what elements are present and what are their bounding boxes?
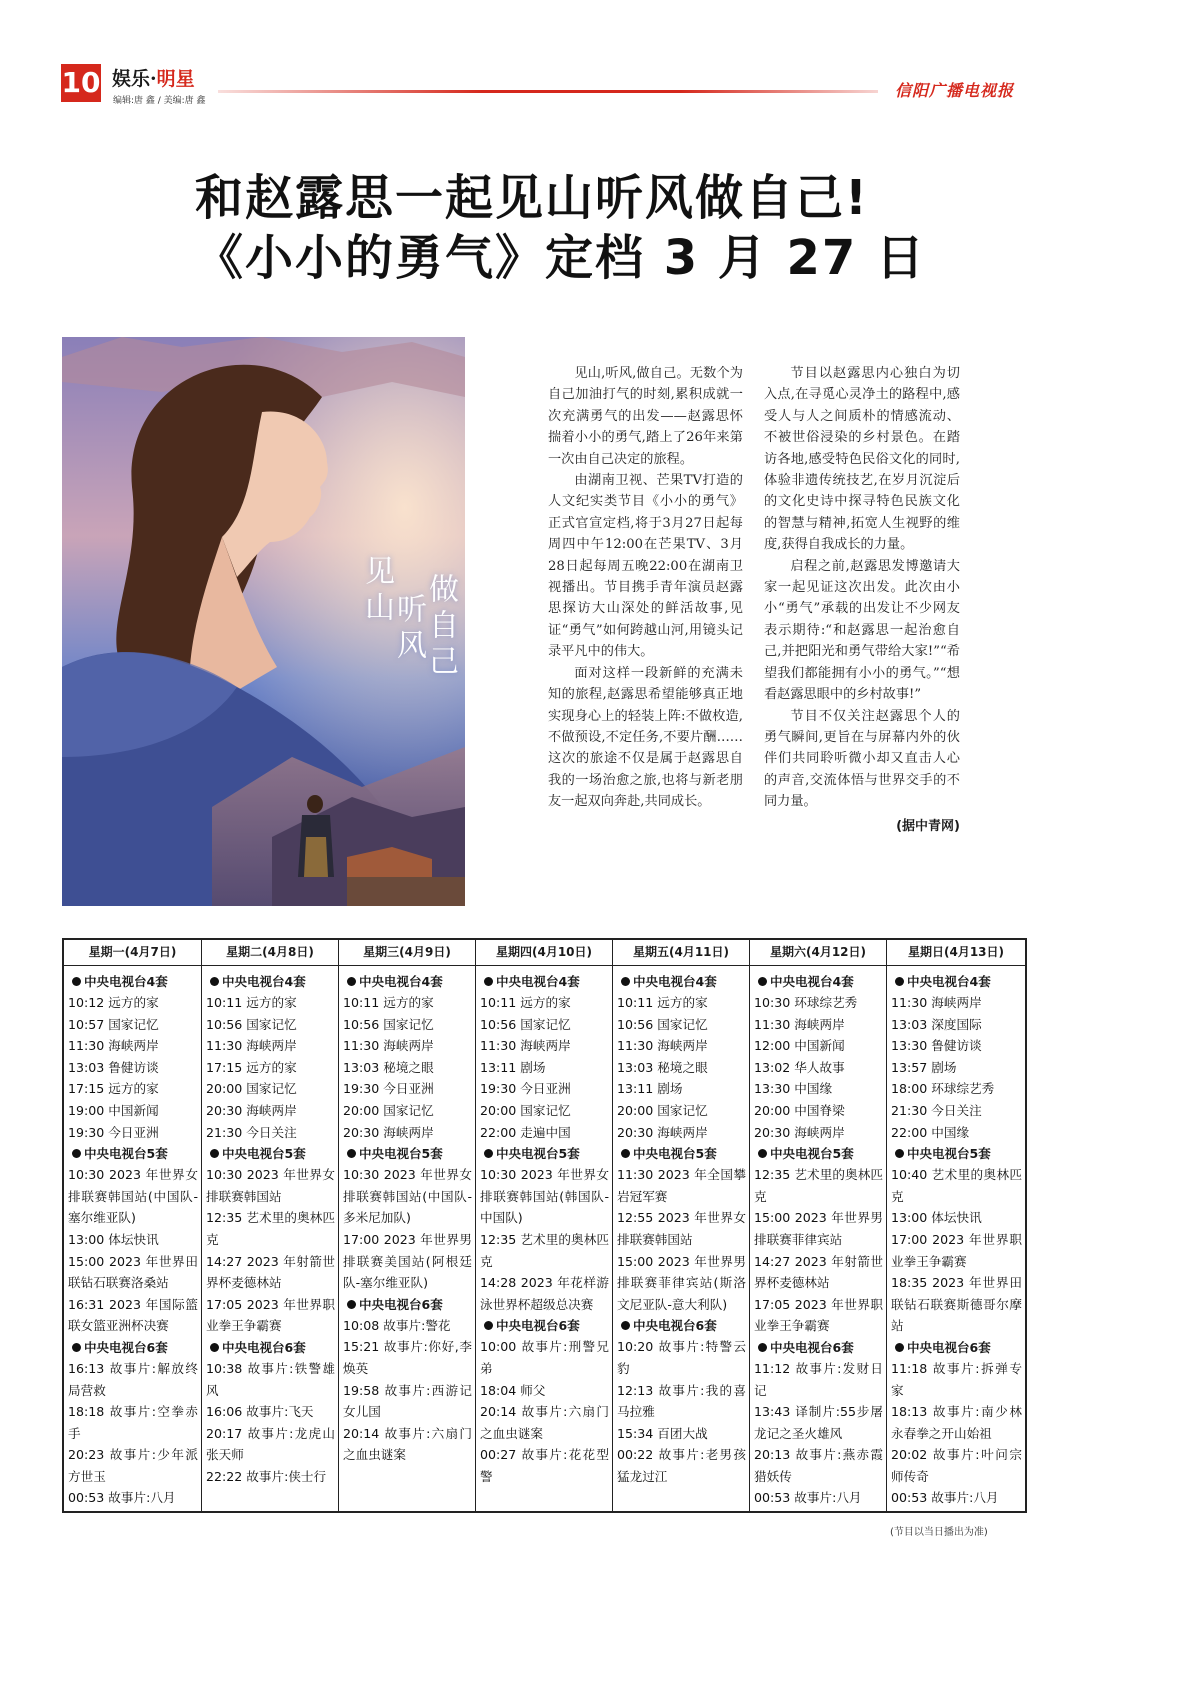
- program-entry: 19:00 中国新闻: [68, 1102, 159, 1118]
- channel-name: 中央电视台5套: [496, 1146, 580, 1162]
- program-entry: 20:30 海峡两岸: [206, 1102, 297, 1118]
- program-entry: 10:20 故事片:特警云豹: [617, 1339, 746, 1376]
- program-entry: 13:30 中国缘: [754, 1081, 833, 1097]
- program-entry: 13:03 鲁健访谈: [68, 1059, 159, 1075]
- program-entry: 21:30 今日关注: [891, 1102, 982, 1118]
- program-entry: 20:14 故事片:六扇门之血虫谜案: [480, 1404, 609, 1441]
- poster-caption-1: 见山: [359, 555, 394, 627]
- program-entry: 10:38 故事片:铁警雄风: [206, 1360, 335, 1398]
- channel-heading: [891, 971, 1022, 992]
- channel-heading: [206, 1143, 335, 1164]
- program-entry: 19:58 故事片:西游记女儿国: [343, 1382, 472, 1420]
- program-entry: 22:00 中国缘: [891, 1124, 970, 1140]
- program-entry: 20:14 故事片:六扇门之血虫谜案: [343, 1425, 472, 1463]
- bullet-icon: [895, 977, 904, 986]
- program-entry: 15:00 2023 年世界田联钻石联赛洛桑站: [68, 1253, 198, 1291]
- program-entry: 17:05 2023 年世界职业拳王争霸赛: [754, 1296, 883, 1334]
- section-highlight: 明星: [156, 68, 195, 90]
- program-entry: 12:35 艺术里的奥林匹克: [206, 1210, 335, 1247]
- header-divider: [218, 90, 878, 93]
- schedule-day-column: [750, 940, 887, 1511]
- schedule-day-header: 星期一(4月7日): [64, 940, 201, 966]
- schedule-day-body: [476, 966, 612, 1487]
- channel-name: 中央电视台4套: [222, 974, 306, 989]
- program-entry: 11:18 故事片:拆弹专家: [891, 1360, 1022, 1398]
- bullet-icon: [484, 1321, 493, 1330]
- program-entry: 20:17 故事片:龙虎山张天师: [206, 1425, 335, 1463]
- schedule-day-body: [887, 966, 1025, 1509]
- program-entry: 17:00 2023 年世界男排联赛美国站(阿根廷队-塞尔维亚队): [343, 1231, 472, 1291]
- channel-name: 中央电视台5套: [907, 1146, 991, 1162]
- headline: [195, 168, 955, 288]
- channel-name: 中央电视台4套: [907, 974, 991, 989]
- channel-heading: [343, 971, 472, 992]
- program-entry: 10:57 国家记忆: [68, 1016, 159, 1032]
- program-entry: 13:00 体坛快讯: [68, 1231, 159, 1247]
- program-entry: 11:30 海峡两岸: [891, 995, 982, 1010]
- bullet-icon: [895, 1149, 904, 1158]
- poster-caption-2: 听风: [391, 593, 426, 665]
- program-entry: 10:12 远方的家: [68, 995, 159, 1010]
- schedule-day-header: 星期五(4月11日): [613, 940, 749, 966]
- program-entry: 10:56 国家记忆: [480, 1016, 571, 1032]
- program-entry: 14:27 2023 年射箭世界杯麦德林站: [206, 1253, 335, 1291]
- channel-heading: [754, 971, 883, 992]
- program-entry: 19:30 今日亚洲: [68, 1124, 159, 1140]
- program-entry: 13:11 剧场: [617, 1081, 683, 1097]
- program-entry: 10:11 远方的家: [480, 995, 571, 1010]
- editor-credits: 编辑:唐 鑫 / 美编:唐 鑫: [113, 96, 206, 106]
- section-title: [112, 64, 195, 91]
- schedule-day-column: [202, 940, 339, 1511]
- channel-heading: [754, 1337, 883, 1358]
- program-entry: 20:23 故事片:少年派方世玉: [68, 1447, 198, 1484]
- program-entry: 10:00 故事片:刑警兄弟: [480, 1339, 609, 1376]
- channel-heading: [617, 1315, 746, 1336]
- schedule-day-header: 星期六(4月12日): [750, 940, 886, 966]
- channel-heading: [891, 1337, 1022, 1358]
- program-entry: 13:03 秘境之眼: [617, 1059, 708, 1075]
- program-entry: 11:30 海峡两岸: [754, 1016, 845, 1032]
- program-entry: 19:30 今日亚洲: [343, 1081, 434, 1097]
- program-entry: 10:30 2023 年世界女排联赛韩国站(中国队-塞尔维亚队): [68, 1167, 198, 1226]
- schedule-day-column: [64, 940, 202, 1511]
- channel-heading: [480, 1315, 609, 1336]
- channel-heading: [343, 1143, 472, 1164]
- schedule-day-column: [476, 940, 613, 1511]
- newspaper-name: 信阳广播电视报: [895, 81, 1015, 100]
- schedule-day-header: 星期四(4月10日): [476, 940, 612, 966]
- program-entry: 12:55 2023 年世界女排联赛韩国站: [617, 1210, 746, 1247]
- program-entry: 13:30 鲁健访谈: [891, 1038, 982, 1054]
- program-entry: 18:35 2023 年世界田联钻石联赛斯德哥尔摩站: [891, 1275, 1022, 1334]
- channel-heading: [754, 1143, 883, 1164]
- program-entry: 16:31 2023 年国际篮联女篮亚洲杯决赛: [68, 1296, 198, 1334]
- channel-name: 中央电视台5套: [359, 1146, 443, 1162]
- program-entry: 18:04 师父: [480, 1382, 546, 1398]
- bullet-icon: [210, 1149, 219, 1158]
- channel-name: 中央电视台6套: [359, 1296, 443, 1312]
- program-entry: 00:53 故事片:八月: [891, 1490, 999, 1506]
- channel-heading: [617, 971, 746, 992]
- schedule-day-body: [202, 966, 338, 1487]
- bullet-icon: [210, 1343, 219, 1352]
- page-header: [0, 0, 1200, 120]
- article-paragraph: 节目不仅关注赵露思个人的勇气瞬间,更旨在与屏幕内外的伙伴们共同聆听微小却又直击人心的声音,交流体悟与世界交手的不同力量。: [764, 708, 960, 810]
- article-paragraph: 面对这样一段新鲜的充满未知的旅程,赵露思希望能够真正地实现身心上的轻装上阵:不做枚造,不做预设,不定任务,不要片酬……这次的旅途不仅是属于赵露思自我的一场治愈之旅,也将与新老朋友一起双向奔赴,共同成长。: [548, 665, 743, 810]
- channel-name: 中央电视台4套: [633, 974, 717, 989]
- article-paragraph: 启程之前,赵露思发博邀请大家一起见证这次出发。此次由小小“勇气”承载的出发让不少网友表示期待:“和赵露思一起治愈自己,并把阳光和勇气带给大家!”“希望我们都能拥有小小的勇气。”“想看赵露思眼中的乡村故事!”: [764, 558, 960, 703]
- channel-name: 中央电视台5套: [222, 1146, 306, 1162]
- program-entry: 18:13 故事片:南少林永春拳之开山始祖: [891, 1404, 1022, 1441]
- program-entry: 20:02 故事片:叶问宗师传奇: [891, 1447, 1022, 1484]
- program-entry: 11:30 海峡两岸: [480, 1038, 571, 1054]
- schedule-day-body: [750, 966, 886, 1509]
- channel-name: 中央电视台6套: [907, 1339, 991, 1355]
- bullet-icon: [621, 977, 630, 986]
- program-entry: 20:00 国家记忆: [480, 1102, 571, 1118]
- schedule-day-header: 星期日(4月13日): [887, 940, 1025, 966]
- channel-name: 中央电视台4套: [359, 974, 443, 989]
- program-entry: 20:00 国家记忆: [343, 1102, 434, 1118]
- bullet-icon: [72, 1149, 81, 1158]
- bullet-icon: [347, 1149, 356, 1158]
- program-entry: 10:56 国家记忆: [617, 1016, 708, 1032]
- program-entry: 13:00 体坛快讯: [891, 1210, 982, 1226]
- program-entry: 19:30 今日亚洲: [480, 1081, 571, 1097]
- article-column-2: [764, 363, 960, 834]
- program-entry: 16:06 故事片:飞天: [206, 1404, 314, 1420]
- schedule-note: (节目以当日播出为准): [890, 1527, 988, 1538]
- channel-heading: [891, 1143, 1022, 1164]
- program-entry: 17:15 远方的家: [68, 1081, 159, 1097]
- program-entry: 20:30 海峡两岸: [343, 1124, 434, 1140]
- channel-heading: [343, 1294, 472, 1315]
- program-entry: 15:34 百团大战: [617, 1425, 708, 1441]
- tv-schedule-table: [62, 938, 1027, 1513]
- program-entry: 10:30 2023 年世界女排联赛韩国站(韩国队-中国队): [480, 1167, 609, 1226]
- channel-heading: [206, 1337, 335, 1358]
- channel-name: 中央电视台4套: [496, 974, 580, 989]
- bullet-icon: [72, 977, 81, 986]
- bullet-icon: [484, 977, 493, 986]
- headline-line-1: 和赵露思一起见山听风做自己!: [195, 170, 869, 226]
- program-entry: 13:03 秘境之眼: [343, 1059, 434, 1075]
- program-entry: 20:13 故事片:燕赤霞猎妖传: [754, 1447, 883, 1484]
- program-entry: 00:53 故事片:八月: [754, 1490, 862, 1506]
- schedule-day-body: [64, 966, 201, 1509]
- program-entry: 22:22 故事片:侠士行: [206, 1468, 327, 1484]
- program-entry: 12:35 艺术里的奥林匹克: [480, 1231, 609, 1269]
- program-entry: 20:00 国家记忆: [206, 1081, 297, 1097]
- channel-heading: [617, 1143, 746, 1164]
- channel-heading: [206, 971, 335, 992]
- program-entry: 14:28 2023 年花样游泳世界杯超级总决赛: [480, 1275, 609, 1312]
- program-entry: 11:30 2023 年全国攀岩冠军赛: [617, 1167, 746, 1204]
- article-paragraph: 见山,听风,做自己。无数个为自己加油打气的时刻,累积成就一次充满勇气的出发——赵露思怀揣着小小的勇气,踏上了26年来第一次由自己决定的旅程。: [548, 366, 743, 467]
- channel-name: 中央电视台6套: [84, 1339, 168, 1355]
- program-entry: 12:13 故事片:我的喜马拉雅: [617, 1382, 746, 1420]
- channel-name: 中央电视台6套: [496, 1318, 580, 1334]
- section-name: 娱乐: [112, 68, 151, 90]
- channel-name: 中央电视台4套: [84, 974, 168, 989]
- program-entry: 14:27 2023 年射箭世界杯麦德林站: [754, 1253, 883, 1291]
- bullet-icon: [758, 1149, 767, 1158]
- program-entry: 11:30 海峡两岸: [68, 1038, 159, 1054]
- channel-heading: [480, 971, 609, 992]
- schedule-day-column: [887, 940, 1025, 1511]
- program-entry: 15:00 2023 年世界男排联赛菲律宾站: [754, 1210, 883, 1247]
- program-entry: 11:30 海峡两岸: [617, 1038, 708, 1054]
- program-entry: 13:03 深度国际: [891, 1016, 982, 1032]
- channel-name: 中央电视台5套: [84, 1146, 168, 1162]
- channel-name: 中央电视台6套: [770, 1339, 854, 1355]
- channel-name: 中央电视台5套: [633, 1146, 717, 1162]
- program-entry: 10:11 远方的家: [206, 995, 297, 1010]
- channel-heading: [68, 1337, 198, 1358]
- show-poster: [62, 337, 465, 906]
- channel-name: 中央电视台5套: [770, 1146, 854, 1162]
- bullet-icon: [621, 1321, 630, 1330]
- program-entry: 11:30 海峡两岸: [343, 1038, 434, 1054]
- article-paragraph: 由湖南卫视、芒果TV打造的人文纪实类节目《小小的勇气》正式官宣定档,将于3月27日起每周四中午12:00在芒果TV、3月28日起每周五晚22:00在湖南卫视播出。节目携手青年演员赵露思探访大山深处的鲜活故事,见证“勇气”如何跨越山河,用镜头记录平凡中的伟大。: [548, 473, 743, 660]
- article-column-1: [548, 363, 743, 813]
- poster-caption: [352, 547, 462, 727]
- program-entry: 12:00 中国新闻: [754, 1038, 845, 1054]
- program-entry: 13:43 译制片:55步屠龙记之圣火雄风: [754, 1404, 883, 1441]
- program-entry: 10:40 艺术里的奥林匹克: [891, 1167, 1022, 1204]
- program-entry: 17:00 2023 年世界职业拳王争霸赛: [891, 1231, 1022, 1269]
- bullet-icon: [347, 977, 356, 986]
- channel-name: 中央电视台6套: [633, 1318, 717, 1334]
- schedule-day-column: [339, 940, 476, 1511]
- bullet-icon: [484, 1149, 493, 1158]
- program-entry: 10:11 远方的家: [617, 995, 708, 1010]
- program-entry: 22:00 走遍中国: [480, 1124, 571, 1140]
- bullet-icon: [758, 977, 767, 986]
- schedule-day-header: 星期二(4月8日): [202, 940, 338, 966]
- program-entry: 15:00 2023 年世界男排联赛菲律宾站(斯洛文尼亚队-意大利队): [617, 1253, 746, 1312]
- bullet-icon: [758, 1343, 767, 1352]
- article-source: (据中青网): [896, 818, 960, 834]
- program-entry: 20:30 海峡两岸: [754, 1124, 845, 1140]
- channel-name: 中央电视台6套: [222, 1339, 306, 1355]
- program-entry: 20:30 海峡两岸: [617, 1124, 708, 1140]
- program-entry: 10:30 2023 年世界女排联赛韩国站: [206, 1167, 335, 1204]
- channel-heading: [68, 971, 198, 992]
- program-entry: 10:08 故事片:警花: [343, 1317, 451, 1333]
- program-entry: 00:22 故事片:老男孩猛龙过江: [617, 1447, 746, 1484]
- bullet-icon: [72, 1343, 81, 1352]
- program-entry: 20:00 国家记忆: [617, 1102, 708, 1118]
- program-entry: 15:21 故事片:你好,李焕英: [343, 1339, 472, 1376]
- program-entry: 13:11 剧场: [480, 1059, 546, 1075]
- program-entry: 11:12 故事片:发财日记: [754, 1360, 883, 1398]
- program-entry: 21:30 今日关注: [206, 1124, 297, 1140]
- program-entry: 18:18 故事片:空拳赤手: [68, 1404, 198, 1441]
- program-entry: 10:30 2023 年世界女排联赛韩国站(中国队-多米尼加队): [343, 1167, 472, 1226]
- program-entry: 13:02 华人故事: [754, 1059, 845, 1075]
- program-entry: 13:57 剧场: [891, 1059, 957, 1075]
- program-entry: 10:30 环球综艺秀: [754, 995, 858, 1010]
- bullet-icon: [621, 1149, 630, 1158]
- program-entry: 11:30 海峡两岸: [206, 1038, 297, 1054]
- channel-name: 中央电视台4套: [770, 974, 854, 989]
- program-entry: 20:00 中国脊梁: [754, 1102, 845, 1118]
- schedule-day-body: [613, 966, 749, 1487]
- program-entry: 10:56 国家记忆: [343, 1016, 434, 1032]
- schedule-day-body: [339, 966, 475, 1466]
- program-entry: 00:27 故事片:花花型警: [480, 1447, 609, 1484]
- channel-heading: [480, 1143, 609, 1164]
- program-entry: 00:53 故事片:八月: [68, 1490, 176, 1506]
- bullet-icon: [210, 977, 219, 986]
- program-entry: 17:15 远方的家: [206, 1059, 297, 1075]
- poster-caption-3: 做自己: [423, 573, 458, 681]
- page-number: 10: [61, 64, 101, 102]
- program-entry: 10:56 国家记忆: [206, 1016, 297, 1032]
- program-entry: 17:05 2023 年世界职业拳王争霸赛: [206, 1296, 335, 1334]
- schedule-day-header: 星期三(4月9日): [339, 940, 475, 966]
- bullet-icon: [895, 1343, 904, 1352]
- program-entry: 18:00 环球综艺秀: [891, 1081, 995, 1097]
- schedule-day-column: [613, 940, 750, 1511]
- section-separator: ·: [150, 68, 157, 90]
- program-entry: 16:13 故事片:解放终局营救: [68, 1360, 198, 1398]
- program-entry: 10:11 远方的家: [343, 995, 434, 1010]
- channel-heading: [68, 1143, 198, 1164]
- headline-line-2: 《小小的勇气》定档 3 月 27 日: [195, 230, 927, 286]
- program-entry: 12:35 艺术里的奥林匹克: [754, 1167, 883, 1204]
- bullet-icon: [347, 1300, 356, 1309]
- article-paragraph: 节目以赵露思内心独白为切入点,在寻觅心灵净土的路程中,感受人与人之间质朴的情感流动、不被世俗浸染的乡村景色。在踏访各地,感受特色民俗文化的同时,体验非遗传统技艺,在岁月沉淀后的文化史诗中探寻特色民族文化的智慧与精神,拓宽人生视野的维度,获得自我成长的力量。: [764, 366, 960, 553]
